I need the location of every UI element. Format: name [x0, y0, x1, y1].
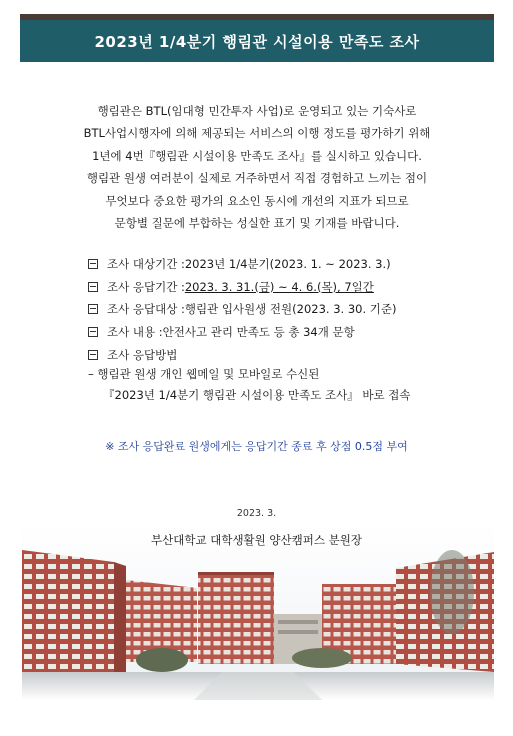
item-label: 조사 응답대상 :: [107, 302, 185, 317]
item-label: 조사 대상기간 :: [107, 257, 185, 272]
reward-notice: ※ 조사 응답완료 원생에게는 응답기간 종료 후 상점 0.5점 부여: [105, 440, 408, 453]
intro-line: 문항별 질문에 부합하는 성실한 표기 및 기재를 바랍니다.: [114, 216, 400, 231]
page-title: 2023년 1/4분기 행림관 시설이용 만족도 조사: [94, 32, 420, 51]
response-target-item: [88, 298, 488, 321]
intro-line: 행림관 원생 여러분이 실제로 거주하면서 직접 경험하고 느끼는 점이: [86, 171, 428, 186]
box-bullet-icon: [88, 304, 98, 314]
page-title-banner: [20, 20, 494, 62]
box-bullet-icon: [88, 327, 98, 337]
item-label: 조사 응답기간 :: [107, 279, 185, 294]
intro-paragraph: [24, 100, 490, 234]
intro-line: 무엇보다 중요한 평가의 요소인 동시에 개선의 지표가 되므로: [105, 193, 409, 208]
box-bullet-icon: [88, 259, 98, 269]
item-label: 조사 응답방법: [107, 347, 178, 362]
response-period-item: [88, 276, 488, 299]
box-bullet-icon: [88, 282, 98, 292]
item-value: 안전사고 관리 만족도 등 총 34개 문항: [162, 325, 355, 340]
intro-line: 행림관은 BTL(임대형 민간투자 사업)로 운영되고 있는 기숙사로: [97, 104, 417, 118]
organization-name: 부산대학교 대학생활원 양산캠퍼스 분원장: [151, 533, 362, 547]
item-value: 행림관 입사원생 전원(2023. 3. 30. 기준): [184, 302, 397, 317]
item-label: 조사 내용 :: [107, 325, 163, 340]
issue-date: 2023. 3.: [236, 508, 277, 519]
item-value: 2023. 3. 31.(금) ~ 4. 6.(목), 7일간: [184, 279, 374, 294]
intro-line: 1년에 4번『행림관 시설이용 만족도 조사』를 실시하고 있습니다.: [92, 148, 422, 163]
survey-period-item: [88, 253, 488, 276]
intro-line: BTL사업시행자에 의해 제공되는 서비스의 이행 정도를 평가하기 위해: [83, 126, 431, 141]
survey-content-item: [88, 321, 488, 344]
box-bullet-icon: [88, 350, 98, 360]
item-value: 2023년 1/4분기(2023. 1. ~ 2023. 3.): [184, 257, 391, 272]
survey-link-text[interactable]: 『2023년 1/4분기 행림관 시설이용 만족도 조사』 바로 접속: [103, 388, 411, 402]
dormitory-photo: [22, 522, 494, 700]
survey-info-list: [88, 253, 488, 366]
method-detail-line: – 행림관 원생 개인 웹메일 및 모바일로 수신된: [88, 367, 320, 381]
